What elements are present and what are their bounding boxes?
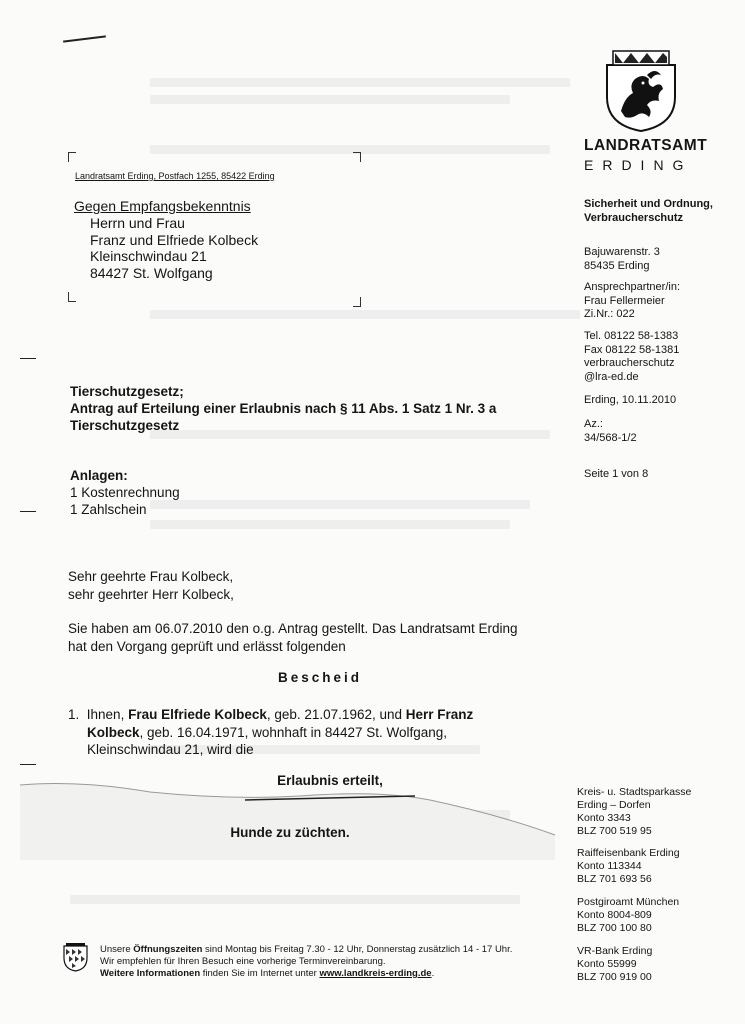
bank-line: Konto 55999	[577, 958, 637, 970]
recipient-line: 84427 St. Wolfgang	[90, 264, 213, 281]
recipient-line: Herrn und Frau	[90, 215, 185, 231]
bank-line: Raiffeisenbank Erding	[577, 847, 680, 859]
subject	[70, 383, 496, 434]
show-through	[150, 145, 550, 154]
office-city: 85435 Erding	[584, 259, 650, 272]
bank-account	[577, 896, 679, 935]
contact-label: Ansprechpartner/in:	[584, 281, 680, 293]
paper-tear	[0, 780, 560, 860]
office-address	[584, 246, 660, 273]
show-through	[150, 95, 510, 104]
permission-granted: Erlaubnis erteilt,	[277, 773, 383, 788]
bank-line: Postgiroamt München	[577, 896, 680, 908]
window-corner-mark	[68, 292, 76, 302]
intro-paragraph	[68, 620, 518, 655]
fold-mark	[20, 358, 36, 359]
bavarian-lion-crest-icon	[603, 45, 679, 133]
bank-line: Kreis- u. Stadtsparkasse	[577, 786, 692, 798]
salutation-line: sehr geehrter Herr Kolbeck,	[68, 586, 234, 602]
bank-line: BLZ 701 693 56	[577, 873, 652, 885]
contact-block	[584, 281, 680, 322]
decision-heading: Bescheid	[277, 670, 363, 685]
decision-text: Ihnen,	[86, 707, 129, 722]
show-through	[70, 895, 520, 904]
footer-info	[100, 944, 570, 980]
paragraph-line: hat den Vorgang geprüft und erlässt folgenden	[68, 638, 346, 654]
show-through	[150, 520, 510, 529]
footer-text: Weitere Informationen	[100, 968, 201, 979]
decision-line	[68, 706, 538, 724]
bank-line: VR-Bank Erding	[577, 945, 653, 957]
bank-line: Erding – Dorfen	[577, 799, 651, 811]
subject-line: Antrag auf Erteilung einer Erlaubnis nach § 11 Abs. 1 Satz 1 Nr. 3 a	[70, 401, 497, 416]
department-line: Sicherheit und Ordnung,	[584, 198, 713, 210]
org-subtitle: ERDING	[584, 157, 693, 173]
email-address: @lra-ed.de	[584, 370, 639, 383]
footer-text: finden Sie im Internet unter	[200, 968, 320, 979]
reference-number: 34/568-1/2	[584, 431, 637, 444]
punch-mark	[20, 511, 36, 512]
fold-mark	[20, 764, 36, 765]
department-line: Verbraucherschutz	[584, 212, 684, 224]
attachments-list	[70, 485, 180, 518]
reference-label: Az.:	[584, 418, 603, 430]
show-through	[150, 310, 580, 319]
window-corner-mark	[353, 297, 361, 307]
opening-hours	[100, 944, 570, 956]
office-street: Bajuwarenstr. 3	[584, 246, 660, 258]
attachment-item: 1 Zahlschein	[70, 501, 147, 517]
email-address: verbraucherschutz	[584, 357, 675, 369]
bank-line: BLZ 700 100 80	[577, 922, 652, 934]
website-note	[100, 968, 570, 980]
bank-line: BLZ 700 519 95	[577, 825, 652, 837]
person-name: Herr Franz	[405, 707, 474, 722]
subject-line: Tierschutzgesetz;	[70, 384, 184, 399]
bank-line: Konto 113344	[577, 860, 642, 872]
reference-block	[584, 418, 637, 445]
org-title: LANDRATSAMT	[584, 137, 708, 154]
decision-text: , geb. 21.07.1962, und	[266, 707, 406, 722]
footer-text: sind Montag bis Freitag 7.30 - 12 Uhr, Donnerstag zusätzlich 14 - 17 Uhr.	[202, 944, 513, 955]
bank-account	[577, 945, 652, 984]
salutation-line: Sehr geehrte Frau Kolbeck,	[68, 569, 234, 584]
person-name: Frau Elfriede Kolbeck	[128, 707, 267, 722]
page-number: Seite 1 von 8	[584, 468, 649, 480]
subject-line: Tierschutzgesetz	[70, 418, 180, 433]
decision-text: , geb. 16.04.1971, wohnhaft in 84427 St. Wolfgang,	[139, 724, 448, 740]
bavaria-state-arms-icon	[62, 941, 89, 972]
room-number: Zi.Nr.: 022	[584, 308, 635, 320]
recipient-address	[90, 215, 258, 281]
delivery-note: Gegen Empfangsbekenntnis	[74, 198, 251, 214]
footer-text: Öffnungszeiten	[133, 944, 203, 955]
footer-text: Unsere	[100, 944, 134, 955]
attachments-title: Anlagen:	[70, 468, 128, 483]
bank-account	[577, 847, 680, 886]
decision-item	[68, 706, 538, 759]
window-corner-mark	[353, 152, 361, 162]
return-address: Landratsamt Erding, Postfach 1255, 85422 Erding	[75, 171, 275, 181]
footer-text: .	[431, 968, 435, 979]
breeding-dogs: Hunde zu züchten.	[230, 825, 350, 840]
salutation	[68, 568, 234, 603]
decision-line	[68, 724, 538, 742]
window-corner-mark	[68, 152, 76, 162]
decision-line: Kleinschwindau 21, wird die	[87, 742, 254, 757]
fold-mark	[63, 35, 106, 42]
fax-number: Fax 08122 58-1381	[584, 343, 680, 356]
phone-number: Tel. 08122 58-1383	[584, 330, 679, 342]
show-through	[150, 78, 570, 87]
contact-name: Frau Fellermeier	[584, 294, 665, 307]
bank-line: BLZ 700 919 00	[577, 971, 652, 983]
show-through	[150, 500, 530, 509]
bank-line: Konto 8004-809	[577, 909, 652, 921]
person-name: Kolbeck	[87, 724, 140, 740]
phone-block	[584, 330, 679, 384]
paragraph-line: Sie haben am 06.07.2010 den o.g. Antrag gestellt. Das Landratsamt Erding	[68, 621, 518, 636]
website-link[interactable]: www.landkreis-erding.de	[319, 968, 432, 979]
bank-line: Konto 3343	[577, 812, 631, 824]
letter-date: Erding, 10.11.2010	[584, 394, 677, 406]
recipient-line: Franz und Elfriede Kolbeck	[90, 231, 259, 248]
department	[584, 197, 734, 225]
attachment-item: 1 Kostenrechnung	[70, 485, 180, 500]
recipient-line: Kleinschwindau 21	[90, 248, 207, 264]
bank-account	[577, 786, 691, 838]
appointment-note: Wir empfehlen für Ihren Besuch eine vorherige Terminvereinbarung.	[100, 956, 386, 967]
item-number: 1.	[68, 707, 80, 722]
